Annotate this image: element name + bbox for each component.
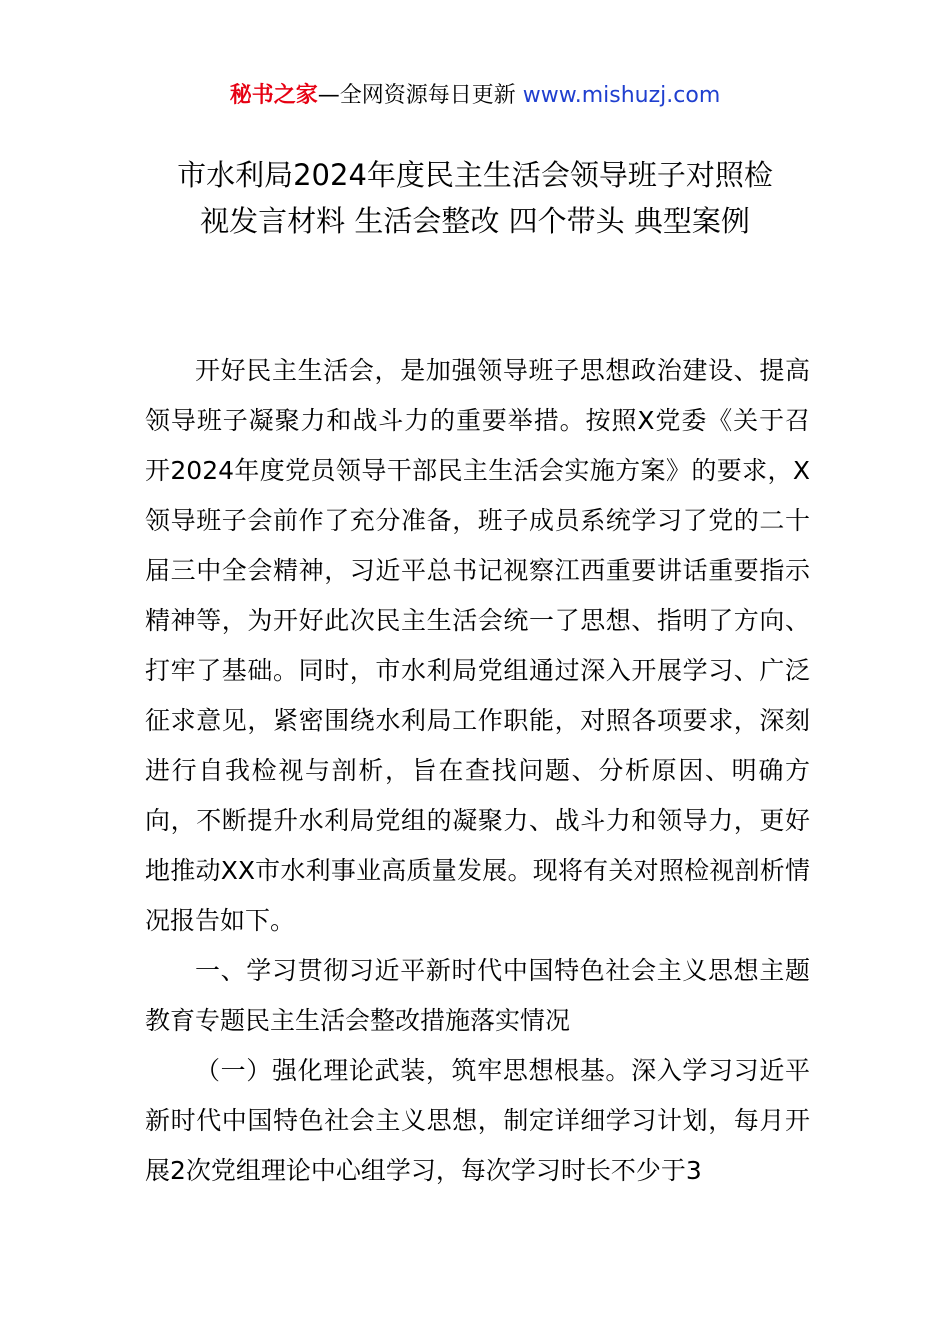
title-line-1: 市水利局2024年度民主生活会领导班子对照检 [177, 158, 773, 192]
document-body [145, 346, 810, 1196]
subsection-paragraph-1: （一）强化理论武装，筑牢思想根基。深入学习习近平新时代中国特色社会主义思想，制定详细学习计划，每月开展2次党组理论中心组学习，每次学习时长不少于3 [145, 1056, 810, 1185]
header-tagline: —全网资源每日更新 [317, 83, 523, 108]
site-url-link[interactable]: www.mishuzj.com [522, 83, 721, 108]
brand-name: 秘书之家 [229, 83, 318, 108]
title-line-2: 视发言材料 生活会整改 四个带头 典型案例 [200, 204, 750, 238]
section-heading-1: 一、学习贯彻习近平新时代中国特色社会主义思想主题教育专题民主生活会整改措施落实情况 [145, 956, 810, 1035]
intro-paragraph: 开好民主生活会，是加强领导班子思想政治建设、提高领导班子凝聚力和战斗力的重要举措。按照X党委《关于召开2024年度党员领导干部民主生活会实施方案》的要求，X领导班子会前作了充分准备，班子成员系统学习了党的二十届三中全会精神，习近平总书记视察江西重要讲话重要指示精神等，为开好此次民主生活会统一了思想、指明了方向、打牢了基础。同时，市水利局党组通过深入开展学习、广泛征求意见，紧密围绕水利局工作职能，对照各项要求，深刻进行自我检视与剖析，旨在查找问题、分析原因、明确方向，不断提升水利局党组的凝聚力、战斗力和领导力，更好地推动XX市水利事业高质量发展。现将有关对照检视剖析情况报告如下。 [145, 356, 810, 935]
site-header [0, 80, 950, 112]
document-title [90, 152, 860, 244]
